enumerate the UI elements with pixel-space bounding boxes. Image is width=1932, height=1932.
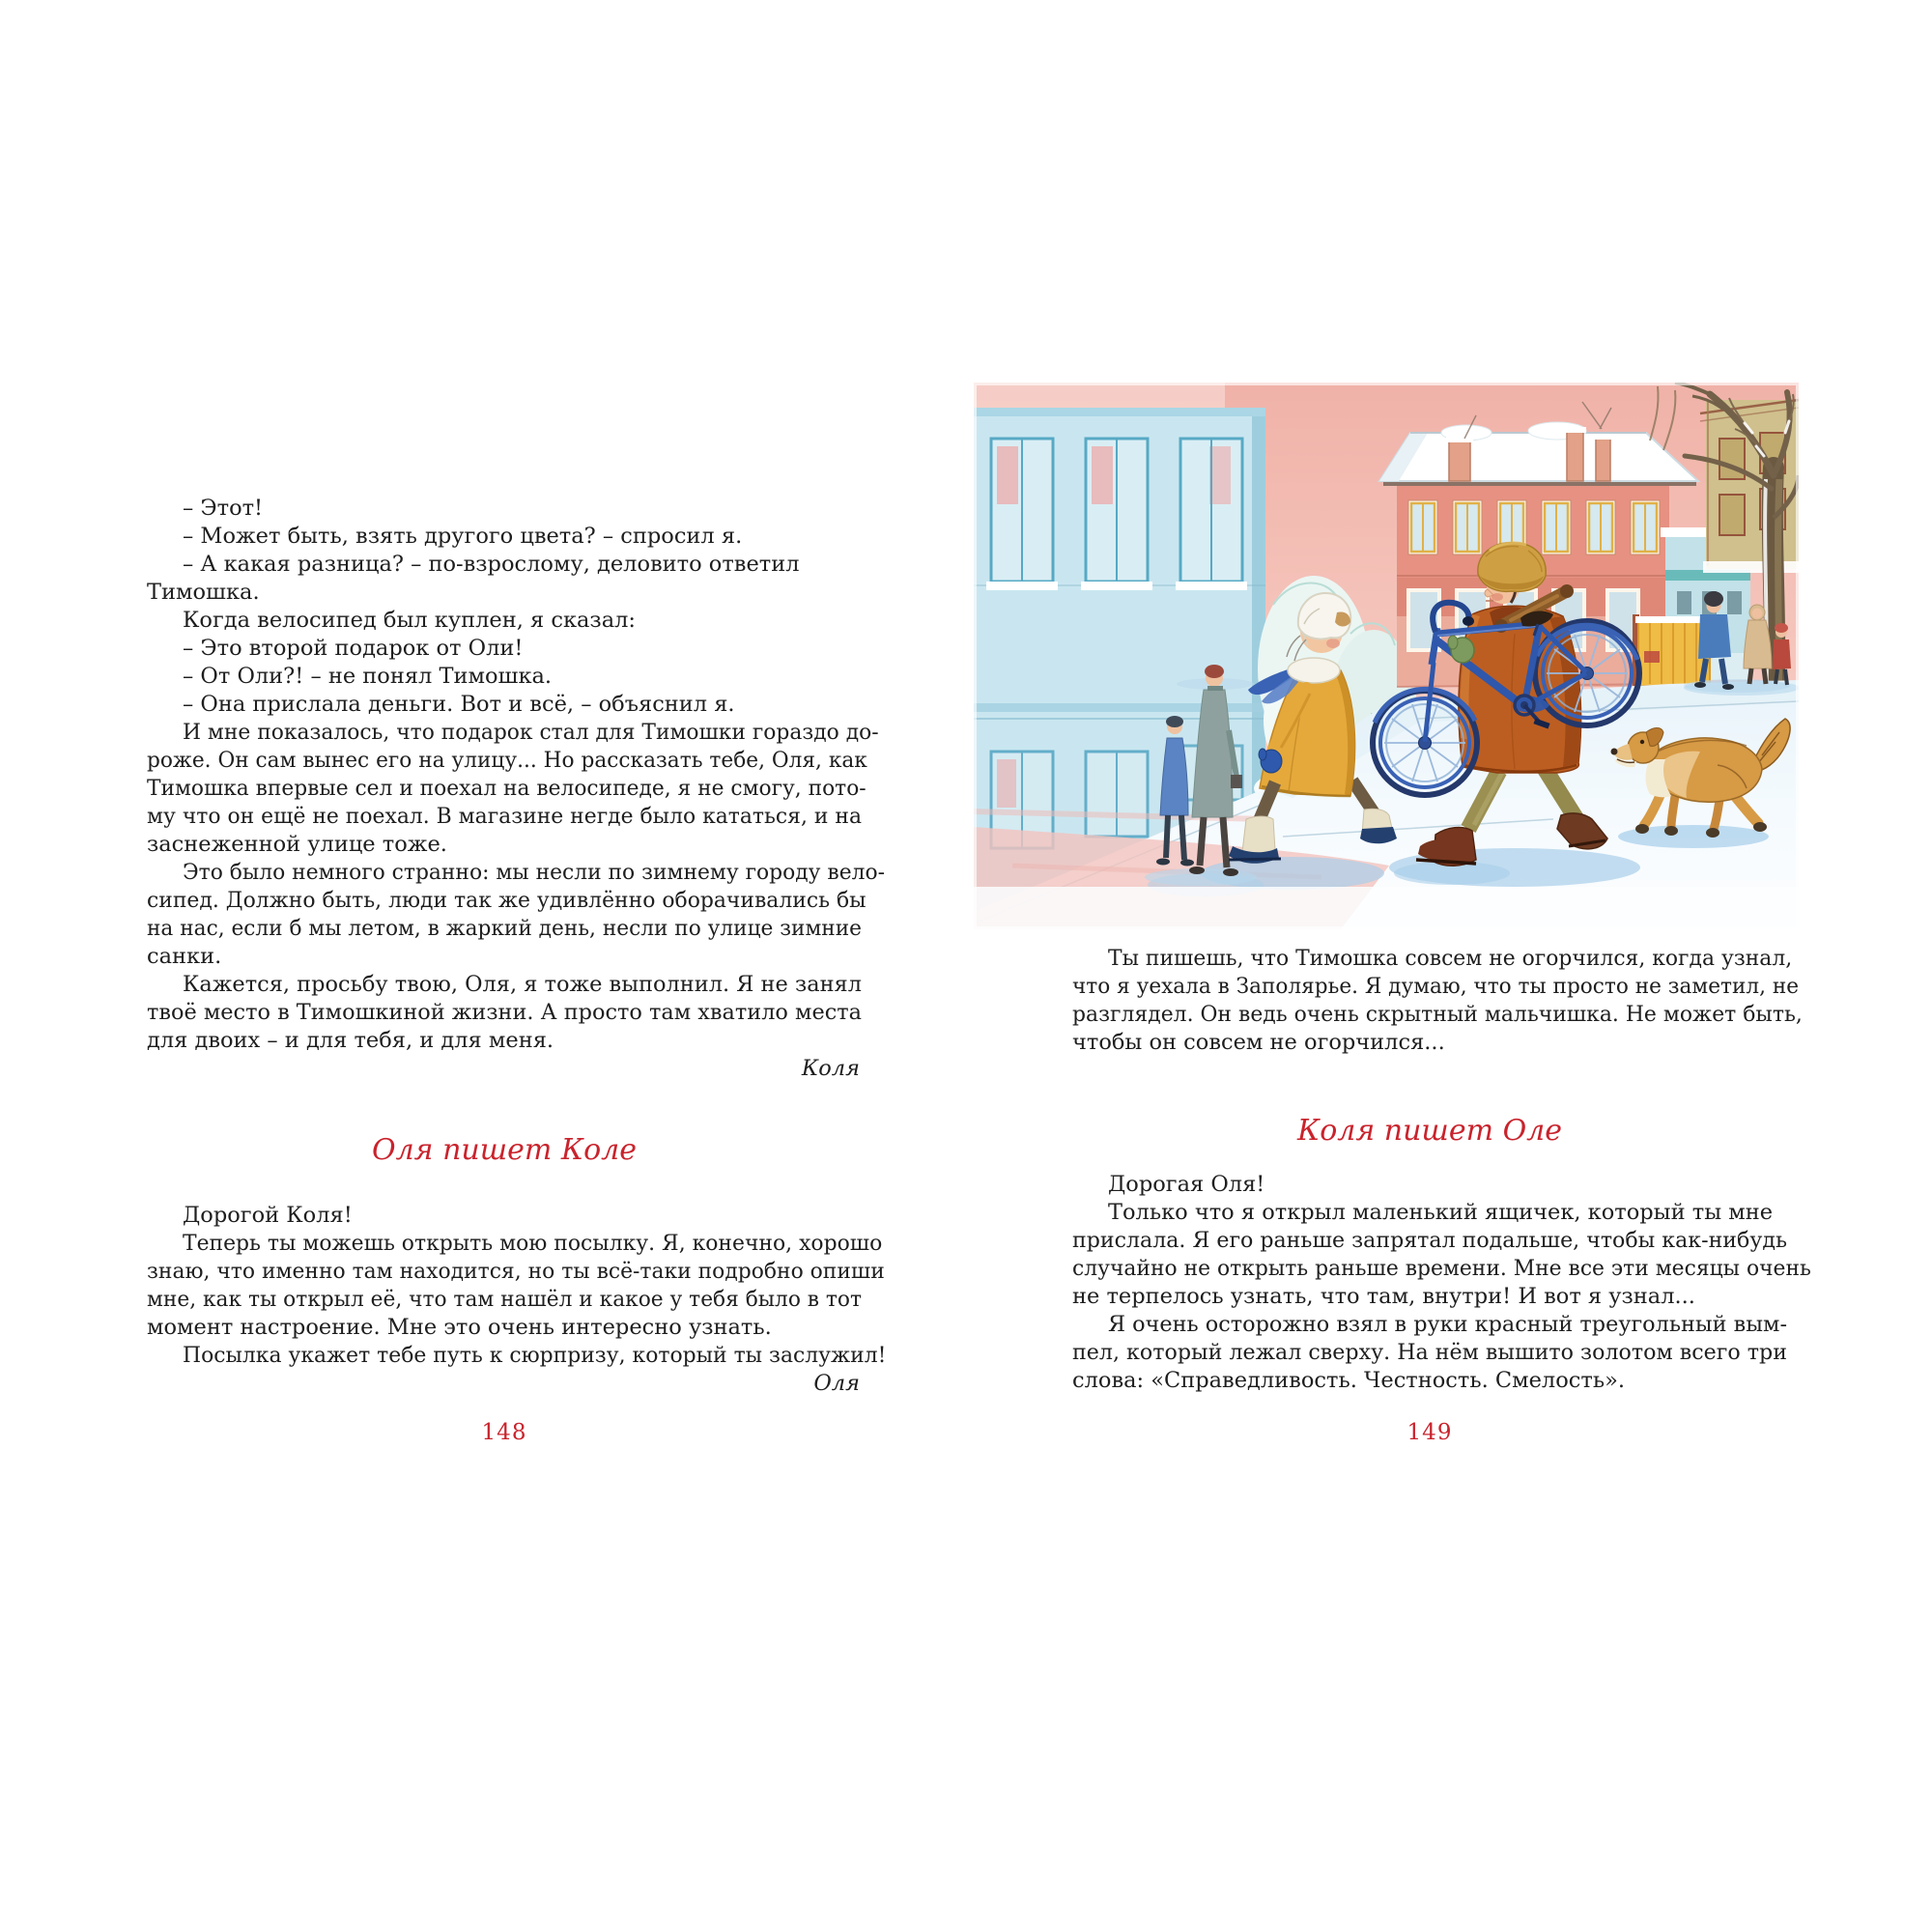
text-line: Только что я открыл маленький ящичек, который ты мне [1108,1200,1774,1225]
text-line: му что он ещё не поехал. В магазине негде было кататься, и на [147,804,862,829]
tan-building [1706,400,1799,569]
text-line: – Это второй подарок от Оли! [183,636,524,661]
text-line: мне, как ты открыл её, что там нашёл и какое у тебя было в тот [147,1287,862,1312]
text-line: Ты пишешь, что Тимошка совсем не огорчился, когда узнал, [1108,946,1793,971]
letter-signature: Коля [801,1056,860,1081]
text-line: твоё место в Тимошкиной жизни. А просто там хватило места [147,1000,862,1025]
text-line: – Этот! [183,496,264,521]
text-line: Кажется, просьбу твою, Оля, я тоже выполнил. Я не занял [183,972,862,997]
text-line: Дорогая Оля! [1108,1172,1265,1197]
letter-text [1072,945,1803,1057]
text-line: чтобы он совсем не огорчился... [1072,1030,1445,1055]
letter-text [1072,1171,1811,1395]
text-line: Это было немного странно: мы несли по зимнему городу вело- [183,860,885,885]
text-line: – Может быть, взять другого цвета? – спросил я. [183,524,743,549]
text-line: Когда велосипед был куплен, я сказал: [183,608,636,633]
text-line: для двоих – и для тебя, и для меня. [147,1028,554,1053]
text-line: И мне показалось, что подарок стал для Тимошки гораздо до- [183,720,879,745]
text-line: момент настроение. Мне это очень интересно узнать. [147,1315,772,1340]
illustration [974,383,1799,929]
upper-windows [986,439,1247,590]
section-heading: Оля пишет Коле [371,1133,638,1167]
letter-text [147,1202,887,1398]
text-line: сипед. Должно быть, люди так же удивлённо оборачивались бы [147,888,867,913]
text-line: санки. [147,944,222,969]
text-line: – Она прислала деньги. Вот и всё, – объяснил я. [183,692,735,717]
text-line: знаю, что именно там находится, но ты всё-таки подробно опиши [147,1259,885,1284]
text-line: Тимошка впервые сел и поехал на велосипеде, я не смогу, пото- [147,776,867,801]
section-heading: Коля пишет Оле [1296,1114,1563,1148]
text-line: что я уехала в Заполярье. Я думаю, что ты просто не заметил, не [1072,974,1800,999]
page-number: 149 [1406,1420,1453,1445]
text-line: разглядел. Он ведь очень скрытный мальчишка. Не может быть, [1072,1002,1803,1027]
fur-collar [1288,658,1340,683]
text-line: Посылка укажет тебе путь к сюрпризу, который ты заслужил! [183,1343,887,1368]
fur-hat [1478,543,1546,592]
text-line: не терпелось узнать, что там, внутри! И вот я узнал... [1072,1284,1695,1309]
text-line: случайно не открыть раньше времени. Мне все эти месяцы очень [1072,1256,1811,1281]
text-line: заснеженной улице тоже. [147,832,447,857]
text-line: Теперь ты можешь открыть мою посылку. Я, конечно, хорошо [183,1231,883,1256]
page-number: 148 [481,1420,527,1445]
letter-signature: Оля [813,1371,860,1396]
text-line: прислала. Я его раньше запрятал подальше, чтобы как-нибудь [1072,1228,1787,1253]
text-line: Дорогой Коля! [183,1203,353,1228]
text-line: на нас, если б мы летом, в жаркий день, несли по улице зимние [147,916,862,941]
text-line: пел, который лежал сверху. На нём вышито золотом всего три [1072,1340,1787,1365]
text-line: Я очень осторожно взял в руки красный треугольный вым- [1108,1312,1787,1337]
letter-text [147,495,885,1083]
text-line: – А какая разница? – по-взрослому, деловито ответил [183,552,800,577]
text-line: роже. Он сам вынес его на улицу... Но рассказать тебе, Оля, как [147,748,867,773]
text-line: слова: «Справедливость. Честность. Смелость». [1072,1368,1625,1393]
text-line: Тимошка. [147,580,260,605]
text-line: – От Оли?! – не понял Тимошка. [183,664,553,689]
